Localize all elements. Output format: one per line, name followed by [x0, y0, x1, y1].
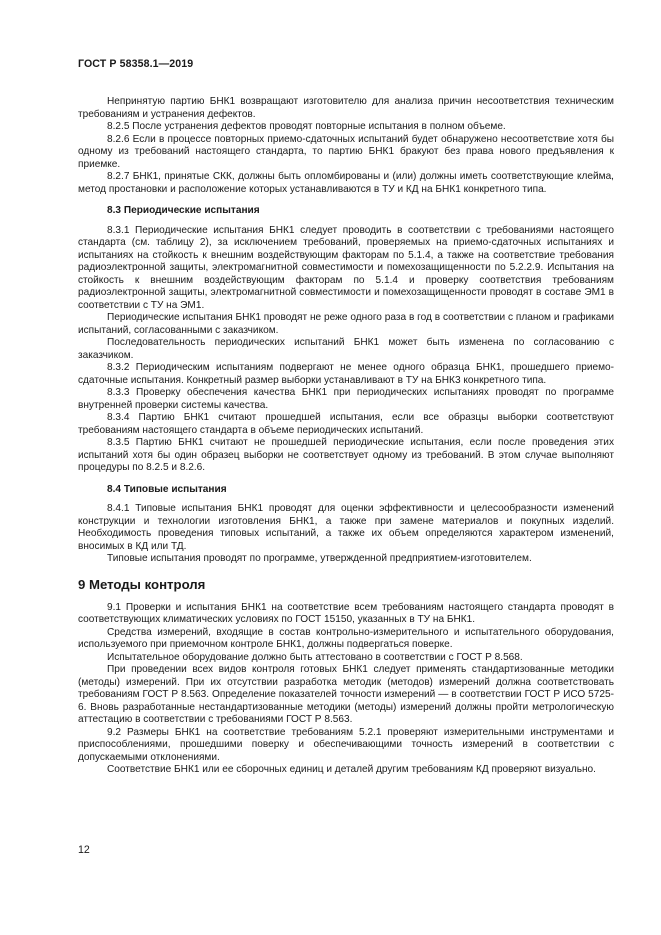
paragraph: Последовательность периодических испытаний БНК1 может быть изменена по согласованию с заказчиком.	[78, 337, 614, 361]
paragraph: 8.3.5 Партию БНК1 считают не прошедшей периодические испытания, если после проведения этих испытаний хотя бы один образец выборки не соответствует одному из требований. В этом случае выполняют процедуры по 8.2.5 и 8.2.6.	[78, 437, 614, 473]
paragraph: 8.3.1 Периодические испытания БНК1 следует проводить в соответствии с требованиями настоящего стандарта (см. таблицу 2), за исключением требований, проверяемых на приемо-сдаточных испытаниях и испытаниях на стойкость к внешним воздействующим факторам по 5.1.4, а также на соответствие требования радиоэлектронной защиты, электромагнитной совместимости и помехозащищенности по 5.2.2.9. Испытания на стойкость к внешним воздействующим факторам по 5.1.4 и проверку соответствия требованиям радиоэлектронной защиты, электромагнитной совместимости и помехозащищенности проводят в составе ЭМ1 в соответствии с ТУ на ЭМ1.	[78, 224, 614, 311]
page-number: 12	[78, 844, 90, 856]
paragraph: Испытательное оборудование должно быть аттестовано в соответствии с ГОСТ Р 8.568.	[107, 651, 523, 663]
section-8-4	[78, 484, 614, 566]
paragraph: 8.2.5 После устранения дефектов проводят повторные испытания в полном объеме.	[107, 121, 506, 132]
section-8-3	[78, 205, 614, 475]
section-8-2-tail	[78, 96, 614, 196]
paragraph: 8.2.6 Если в процессе повторных приемо-сдаточных испытаний будет обнаружено несоответствие хотя бы одному из требований настоящего стандарта, то партию БНК1 бракуют без права нового предъявления к приемке.	[78, 133, 614, 170]
section-heading: 8.3 Периодические испытания	[107, 205, 260, 216]
chapter-heading: 9 Методы контроля	[78, 576, 206, 592]
paragraph: Типовые испытания проводят по программе, утвержденной предприятием-изготовителем.	[107, 553, 532, 564]
paragraph: 8.2.7 БНК1, принятые СКК, должны быть опломбированы и (или) должны иметь соответствующие клейма, метод простановки и расположение которых устанавливаются в ТУ и КД на БНК1 конкретного типа.	[78, 171, 614, 195]
page-content	[78, 96, 614, 777]
paragraph: Непринятую партию БНК1 возвращают изготовителю для анализа причин несоответствия техническим требованиям и устранения дефектов.	[78, 96, 614, 120]
paragraph: Периодические испытания БНК1 проводят не реже одного раза в год в соответствии с планом и графиками испытаний, согласованными с заказчиком.	[78, 312, 614, 336]
paragraph: 8.3.3 Проверку обеспечения качества БНК1 при периодических испытаниях проводят по программе внутренней проверки системы качества.	[78, 387, 614, 411]
paragraph: 8.4.1 Типовые испытания БНК1 проводят для оценки эффективности и целесообразности изменений конструкции и технологии изготовления БНК1, а также при замене материалов и покупных изделий. Необходимость проведения типовых испытаний, а также их объем определяются характером изменений, вносимых в КД или ТД.	[78, 503, 614, 552]
paragraph: 9.2 Размеры БНК1 на соответствие требованиям 5.2.1 проверяют измерительными инструментами и приспособлениями, прошедшими поверку и обеспечивающими точность измерений в соответствии с допускаемыми отклонениями.	[78, 726, 614, 763]
paragraph: Соответствие БНК1 или ее сборочных единиц и деталей другим требованиям КД проверяют визуально.	[107, 764, 596, 775]
section-heading: 8.4 Типовые испытания	[107, 483, 227, 495]
paragraph: При проведении всех видов контроля готовых БНК1 следует применять стандартизованные методики (методы) измерений. При их отсутствии разработка методик (методов) измерений должна соответствовать требованиям ГОСТ Р 8.563. Определение показателей точности измерений — в соответствии ГОСТ Р ИСО 5725-6. Вновь разработанные нестандартизованные методики (методы) измерений должны пройти метрологическую аттестацию в соответствии с требованиями ГОСТ Р 8.563.	[78, 664, 614, 725]
paragraph: Средства измерений, входящие в состав контрольно-измерительного и испытательного оборудования, используемого при приемочном контроле БНК1, должны подвергаться поверке.	[78, 626, 614, 650]
paragraph: 9.1 Проверки и испытания БНК1 на соответствие всем требованиям настоящего стандарта проводят в соответствующих климатических условиях по ГОСТ 15150, указанных в ТУ на БНК1.	[78, 601, 614, 625]
section-9	[78, 577, 614, 777]
paragraph: 8.3.2 Периодическим испытаниям подвергают не менее одного образца БНК1, прошедшего приемо-сдаточные испытания. Конкретный размер выборки устанавливают в ТУ на БНК3 конкретного типа.	[78, 362, 614, 386]
document-header: ГОСТ Р 58358.1—2019	[78, 58, 194, 70]
paragraph: 8.3.4 Партию БНК1 считают прошедшей испытания, если все образцы выборки соответствуют требованиям настоящего стандарта в объеме периодических испытаний.	[78, 412, 614, 436]
